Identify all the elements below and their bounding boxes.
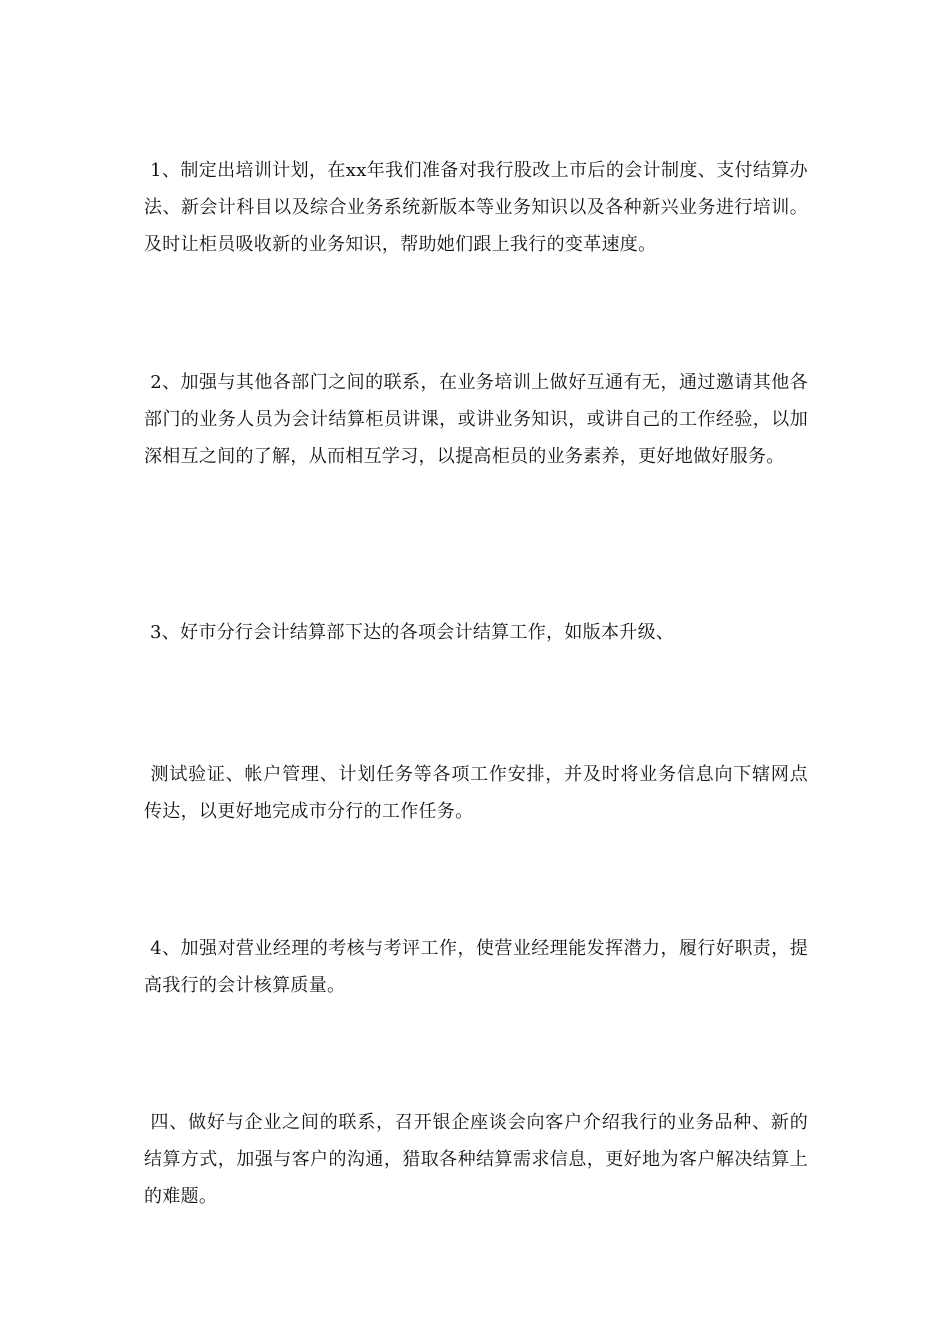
paragraph-testing-verification: 测试验证、帐户管理、计划任务等各项工作安排，并及时将业务信息向下辖网点传达，以更好地完成市分行的工作任务。 xyxy=(144,764,808,822)
paragraph-manager-assessment: 4、加强对营业经理的考核与考评工作，使营业经理能发挥潜力，履行好职责，提高我行的会计核算质量。 xyxy=(144,938,808,996)
paragraph-training-plan: 1、制定出培训计划，在xx年我们准备对我行股改上市后的会计制度、支付结算办法、新会计科目以及综合业务系统新版本等业务知识以及各种新兴业务进行培训。及时让柜员吸收新的业务知识，帮助她们跟上我行的变革速度。 xyxy=(144,160,808,255)
paragraph-branch-tasks: 3、好市分行会计结算部下达的各项会计结算工作，如版本升级、 xyxy=(144,622,675,643)
paragraph-enterprise-liaison: 四、做好与企业之间的联系，召开银企座谈会向客户介绍我行的业务品种、新的结算方式，加强与客户的沟通，猎取各种结算需求信息，更好地为客户解决结算上的难题。 xyxy=(144,1112,808,1207)
paragraph-department-liaison: 2、加强与其他各部门之间的联系，在业务培训上做好互通有无，通过邀请其他各部门的业务人员为会计结算柜员讲课，或讲业务知识，或讲自己的工作经验，以加深相互之间的了解，从而相互学习，以提高柜员的业务素养，更好地做好服务。 xyxy=(144,372,808,467)
